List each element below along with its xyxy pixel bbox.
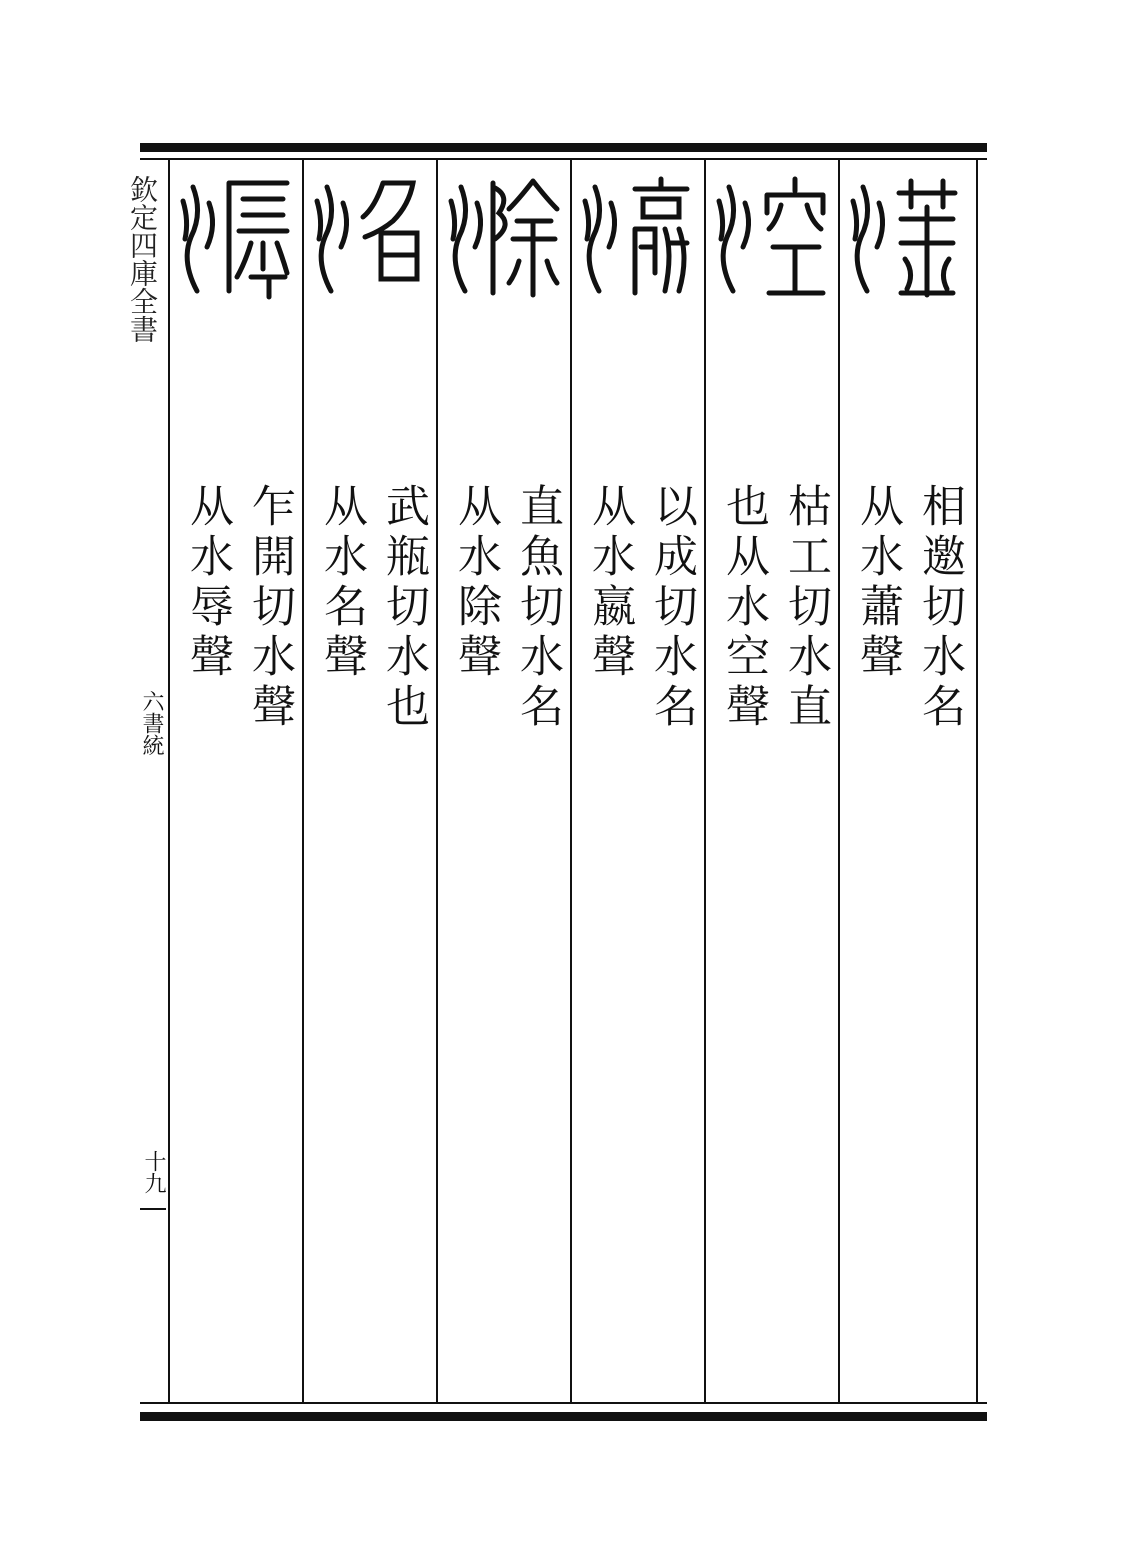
entry-column-ying — [573, 165, 707, 1401]
entry-gloss-line-2: 从水名聲 — [316, 483, 367, 683]
margin-book-title: 六書統 — [139, 690, 164, 756]
entry-gloss-line-2: 从水除聲 — [450, 483, 501, 683]
seal-script-glyph-chu — [447, 173, 565, 303]
margin-fishtail-mark — [140, 1208, 166, 1210]
top-inner-rule — [140, 158, 987, 160]
entry-gloss-line-1: 直魚切水名 — [512, 483, 563, 733]
seal-script-glyph-ming — [313, 173, 431, 303]
seal-script-glyph-ru — [179, 173, 297, 303]
entry-column-ru — [171, 165, 305, 1401]
margin-collection-title: 欽定四庫全書 — [126, 175, 159, 343]
top-border-rule — [140, 143, 987, 152]
seal-script-glyph-kong — [715, 173, 833, 303]
entry-gloss-line-1: 武瓶切水也 — [378, 483, 429, 733]
entry-column-xiao — [841, 165, 975, 1401]
entry-gloss-line-1: 乍開切水聲 — [244, 483, 295, 733]
entry-column-kong — [707, 165, 841, 1401]
seal-script-glyph-ying — [581, 173, 699, 303]
entry-gloss-line-2: 从水嬴聲 — [584, 483, 635, 683]
margin-column-rule — [168, 160, 170, 1402]
seal-script-glyph-xiao — [849, 173, 967, 303]
entry-gloss-line-2: 从水辱聲 — [182, 483, 233, 683]
entry-gloss-line-2: 也从水空聲 — [718, 483, 769, 733]
entry-gloss-line-1: 枯工切水直 — [780, 483, 831, 733]
entry-column-ming — [305, 165, 439, 1401]
entry-column-chu — [439, 165, 573, 1401]
entry-gloss-line-1: 相邀切水名 — [914, 483, 965, 733]
right-border-rule — [976, 158, 978, 1404]
margin-page-number: 十九 — [141, 1150, 166, 1194]
bottom-border-rule — [140, 1412, 987, 1421]
entry-gloss-line-2: 从水蕭聲 — [852, 483, 903, 683]
bottom-inner-rule — [140, 1402, 987, 1404]
entry-gloss-line-1: 以成切水名 — [646, 483, 697, 733]
